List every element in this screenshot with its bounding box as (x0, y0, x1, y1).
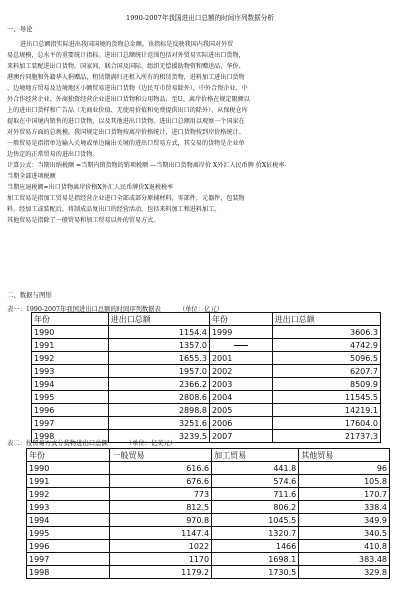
table-cell: 2007 (209, 430, 272, 443)
table-cell: 441.8 (212, 462, 299, 475)
table-cell: 3606.3 (272, 326, 380, 339)
table-cell: 616.6 (110, 462, 212, 475)
body-line: 一般贸易是指指单边输入关境或单边输出关境的进出口贸易方式，其交易的货物是企业单 (7, 140, 245, 147)
body-line: 料，经加工或装配后，将制成品复出口的经营活动，包括来料加工和进料加工。 (7, 206, 221, 213)
table-cell: 1990 (27, 462, 110, 475)
table-cell: 676.6 (110, 475, 212, 488)
table-cell: 1998 (27, 566, 110, 579)
table-cell: 1996 (27, 540, 110, 553)
table2-caption-text: 表二：按贸易方式分货物进出口总额 (7, 440, 108, 447)
table-cell: 1147.4 (110, 527, 212, 540)
table-row (27, 553, 390, 566)
table-header-cell: 加工贸易 (212, 449, 299, 462)
table-cell: 1698.1 (212, 553, 299, 566)
table-cell: 1991 (32, 339, 109, 352)
table-row (32, 378, 381, 391)
body-line: 对外贸易方面的总规模。我国规定出口货物按离岸价格统计，进口货物按到岸价格统计。 (7, 129, 245, 136)
table-row (27, 462, 390, 475)
blank-mark (234, 345, 248, 346)
table-cell: 11545.5 (272, 391, 380, 404)
body-line: 进出口总额指实际进出我国国境的货物总金额。该指标是反映我国内我国对外贸 (20, 41, 234, 48)
table-header-row (27, 449, 390, 462)
table-cell: 329.8 (299, 566, 390, 579)
table-header-cell: 一般贸易 (110, 449, 212, 462)
table-row (32, 339, 381, 352)
table-cell: 1045.5 (212, 514, 299, 527)
body-line: 计算公式：当期出纳税额 =当期内销货物的销项税额 —当期出口货物离岸价 X外汇人民币牌 价X征税率- (7, 162, 287, 169)
table-cell: 1993 (27, 501, 110, 514)
section-heading-intro: 一、导论 (7, 25, 33, 33)
table-header-cell: 其他贸易 (299, 449, 390, 462)
table-cell (209, 339, 272, 352)
table-cell: 8509.9 (272, 378, 380, 391)
table-cell: 812.5 (110, 501, 212, 514)
table-cell: 1320.7 (212, 527, 299, 540)
table-cell: 1996 (32, 404, 109, 417)
table-row (32, 417, 381, 430)
table-cell: 5096.5 (272, 352, 380, 365)
table-cell: 2003 (209, 378, 272, 391)
table-row (27, 501, 390, 514)
table-cell: 2898.8 (108, 404, 209, 417)
body-line: 上的进出口货样和广告品（无商业价值、无使用价值和免费提供出口的除外），从保税仓库 (7, 107, 248, 114)
table-cell: 1994 (32, 378, 109, 391)
table-cell: 3251.6 (108, 417, 209, 430)
table-cell: 2004 (209, 391, 272, 404)
table-header-cell: 年份 (32, 313, 109, 326)
table-row (32, 352, 381, 365)
table-cell: 1999 (209, 326, 272, 339)
body-line: 加工贸易是指加工贸易是指经营企业进口全部或部分原辅材料，零部件，元器件，包装物 (7, 195, 245, 202)
body-line: 来料加工装配进出口货物，国家间、联合国及国际、组织无偿援助物资和赠送品，华侨、 (7, 63, 245, 70)
table-cell: 96 (299, 462, 390, 475)
body-line: 当期全部进项税额 (7, 173, 56, 180)
table-cell: 1991 (27, 475, 110, 488)
table-cell: 170.7 (299, 488, 390, 501)
table-row (27, 527, 390, 540)
table-cell: 1995 (32, 391, 109, 404)
table-cell: 1994 (27, 514, 110, 527)
table-cell: 14219.1 (272, 404, 380, 417)
table1-caption-text: 表一：1990-2007年我国进出口总额的时间序列数据表 (7, 306, 161, 313)
table-cell: 1997 (32, 417, 109, 430)
table-cell: 2001 (209, 352, 272, 365)
body-line: 、边境地方贸易及边境地区小额贸易进出口货物（边民互市贸易除外），中外合资企业、中 (7, 85, 248, 92)
body-line: 港澳台同胞和外籍华人捐赠品，租赁期满归还租入所有的租赁货物，进料加工进出口货物 (7, 74, 245, 81)
table-header-cell: 进出口总额 (108, 313, 209, 326)
table-header-cell: 年份 (209, 313, 272, 326)
table-cell: 1997 (27, 553, 110, 566)
table-cell: 2002 (209, 365, 272, 378)
table-cell: 970.8 (110, 514, 212, 527)
table-cell: 1730.5 (212, 566, 299, 579)
table-cell: 1655.3 (108, 352, 209, 365)
table-cell: 340.5 (299, 527, 390, 540)
body-line: 当期应退税额=出口货物离岸价格X外汇人民币牌价X退税税率 (7, 184, 174, 191)
table-cell: 1992 (32, 352, 109, 365)
table-cell: 410.8 (299, 540, 390, 553)
body-line: 其他贸易是指除了一般贸易和加工贸易以外的贸易方式。 (7, 217, 160, 224)
table-cell: 1179.2 (110, 566, 212, 579)
table2 (26, 448, 390, 579)
body-line: 提取在中国境内销售的进口货物，以及其他进出口货物。进出口总额用以观察一个国家在 (7, 118, 245, 125)
table-cell: 1995 (27, 527, 110, 540)
table-row (27, 540, 390, 553)
table-cell: 2005 (209, 404, 272, 417)
table-cell: 1990 (32, 326, 109, 339)
table-cell: 349.9 (299, 514, 390, 527)
table-cell: 1992 (27, 488, 110, 501)
table-cell: 1998 (32, 430, 109, 443)
table-cell: 1993 (32, 365, 109, 378)
body-line: 易总规模，总水平的重要统计指标。进出口总额统计范围包括对外贸易实际进出口货物， (7, 52, 245, 59)
table-cell: 1466 (212, 540, 299, 553)
table1-unit: （单位：亿元） (178, 306, 223, 313)
table-cell: 1170 (110, 553, 212, 566)
table-row (27, 488, 390, 501)
table-row (27, 475, 390, 488)
table-row (32, 391, 381, 404)
table-cell: 21737.3 (272, 430, 380, 443)
table-cell: 338.4 (299, 501, 390, 514)
table-cell: 3239.5 (108, 430, 209, 443)
body-line: 外合作经营企业、外商独资经营企业进出口货物和公用物品，至U、离岸价格在规定限额以 (7, 96, 250, 103)
table-cell: 1957.0 (108, 365, 209, 378)
table-header-cell: 进出口总额 (272, 313, 380, 326)
body-line: 边售定的正常贸易的进出口货物。 (7, 151, 99, 158)
table-header-cell: 年份 (27, 449, 110, 462)
table1 (31, 312, 381, 443)
table-header-row (32, 313, 381, 326)
section-heading-data: 二、数据与图形 (7, 291, 52, 299)
table-row (32, 326, 381, 339)
table-cell: 105.8 (299, 475, 390, 488)
table-cell: 2808.6 (108, 391, 209, 404)
table-cell: 2006 (209, 417, 272, 430)
table-cell: 773 (110, 488, 212, 501)
table-cell: 1154.4 (108, 326, 209, 339)
table-cell: 711.6 (212, 488, 299, 501)
table-row (32, 404, 381, 417)
table-cell: 1357.0 (108, 339, 209, 352)
table-row (27, 566, 390, 579)
table-cell: 1022 (110, 540, 212, 553)
table-cell: 2366.2 (108, 378, 209, 391)
table-cell: 6207.7 (272, 365, 380, 378)
document-title: 1990-2007年我国进出口总额的时间序列数据分析 (126, 14, 274, 22)
table2-caption (7, 438, 176, 447)
table2-unit: （单位：亿美元） (125, 440, 177, 447)
table-cell: 574.6 (212, 475, 299, 488)
table-cell: 806.2 (212, 501, 299, 514)
table-row (27, 514, 390, 527)
table-row (32, 365, 381, 378)
table-cell: 383.48 (299, 553, 390, 566)
table-cell: 4742.9 (272, 339, 380, 352)
table-cell: 17604.0 (272, 417, 380, 430)
